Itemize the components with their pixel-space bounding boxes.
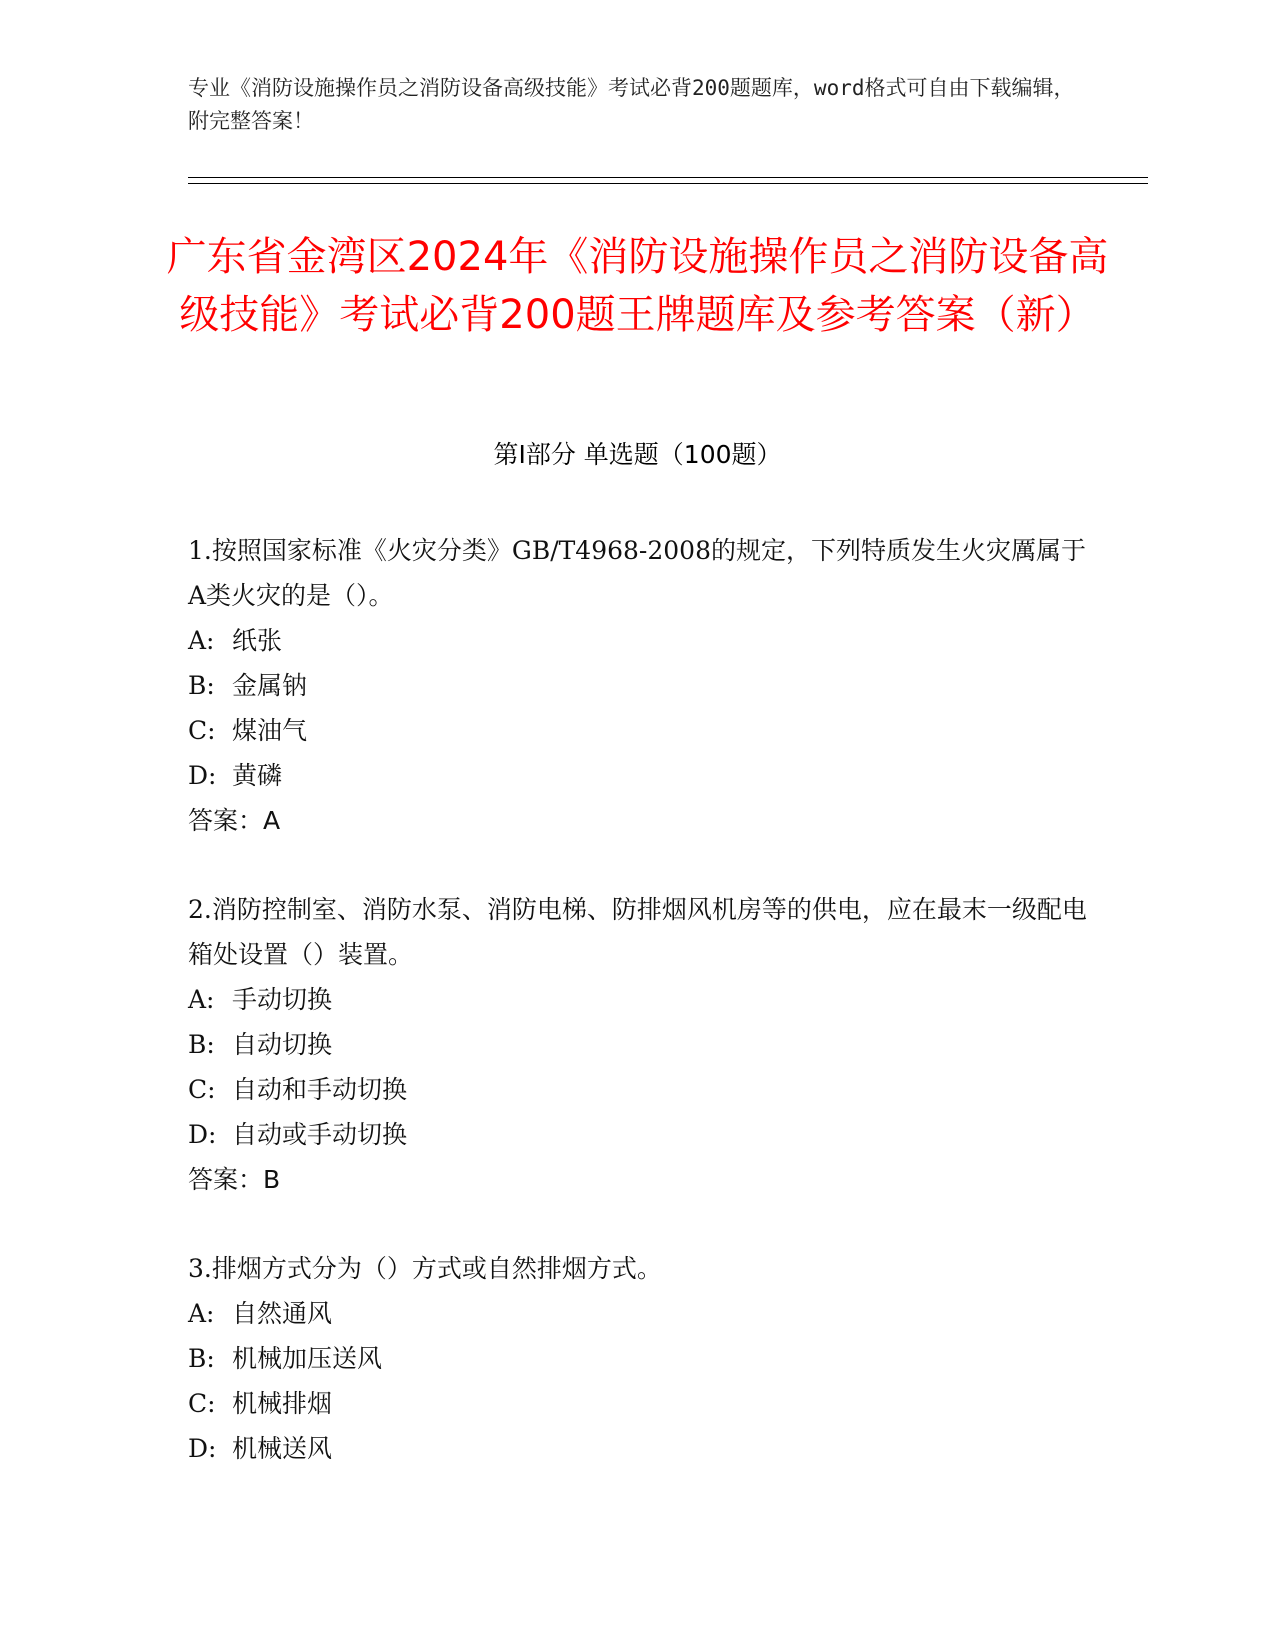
header-rule-bottom: [188, 183, 1148, 184]
question-1: [188, 528, 1088, 843]
document-title: 广东省金湾区2024年《消防设施操作员之消防设备高级技能》考试必背200题王牌题库及参考答案（新）: [166, 234, 1109, 338]
option-c: [188, 708, 1088, 753]
option-c: [188, 1381, 1088, 1426]
option-key: B:: [188, 1344, 215, 1373]
option-text: 自动和手动切换: [232, 1075, 408, 1104]
answer-line: 答案：B: [188, 1165, 281, 1194]
option-text: 机械加压送风: [232, 1344, 383, 1373]
header-rule-top: [188, 177, 1148, 178]
question-stem: 2.消防控制室、消防水泵、消防电梯、防排烟风机房等的供电，应在最末一级配电箱处设置（）装置。: [188, 895, 1087, 969]
header-note: 专业《消防设施操作员之消防设备高级技能》考试必背200题题库，word格式可自由下载编辑，附完整答案！: [188, 76, 1075, 133]
option-text: 自动或手动切换: [232, 1120, 408, 1149]
option-a: [188, 618, 1088, 663]
question-stem: 3.排烟方式分为（）方式或自然排烟方式。: [188, 1254, 662, 1283]
option-text: 金属钠: [232, 671, 308, 700]
option-b: [188, 663, 1088, 708]
option-key: D:: [188, 1434, 217, 1463]
option-key: C:: [188, 716, 216, 745]
option-a: [188, 977, 1088, 1022]
option-text: 纸张: [232, 626, 283, 655]
question-stem: 1.按照国家标准《火灾分类》GB/T4968-2008的规定，下列特质发生火灾厲属于A类火灾的是（）。: [188, 536, 1086, 610]
question-3: [188, 1246, 1088, 1471]
option-c: [188, 1067, 1088, 1112]
option-key: C:: [188, 1389, 216, 1418]
option-text: 机械排烟: [232, 1389, 333, 1418]
option-key: A:: [188, 626, 215, 655]
option-b: [188, 1336, 1088, 1381]
option-text: 机械送风: [232, 1434, 333, 1463]
option-d: [188, 753, 1088, 798]
option-d: [188, 1426, 1088, 1471]
option-text: 黄磷: [232, 761, 283, 790]
question-2: [188, 887, 1088, 1202]
option-key: B:: [188, 1030, 215, 1059]
option-a: [188, 1291, 1088, 1336]
option-key: D:: [188, 1120, 217, 1149]
question-list: [188, 528, 1088, 1515]
option-b: [188, 1022, 1088, 1067]
answer-line: 答案：A: [188, 806, 281, 835]
option-key: A:: [188, 1299, 215, 1328]
option-text: 手动切换: [232, 985, 333, 1014]
option-key: A:: [188, 985, 215, 1014]
option-text: 自然通风: [232, 1299, 333, 1328]
option-key: C:: [188, 1075, 216, 1104]
option-text: 煤油气: [232, 716, 308, 745]
option-text: 自动切换: [232, 1030, 333, 1059]
section-title: 第Ⅰ部分 单选题（100题）: [493, 440, 782, 469]
option-key: B:: [188, 671, 215, 700]
option-key: D:: [188, 761, 217, 790]
option-d: [188, 1112, 1088, 1157]
